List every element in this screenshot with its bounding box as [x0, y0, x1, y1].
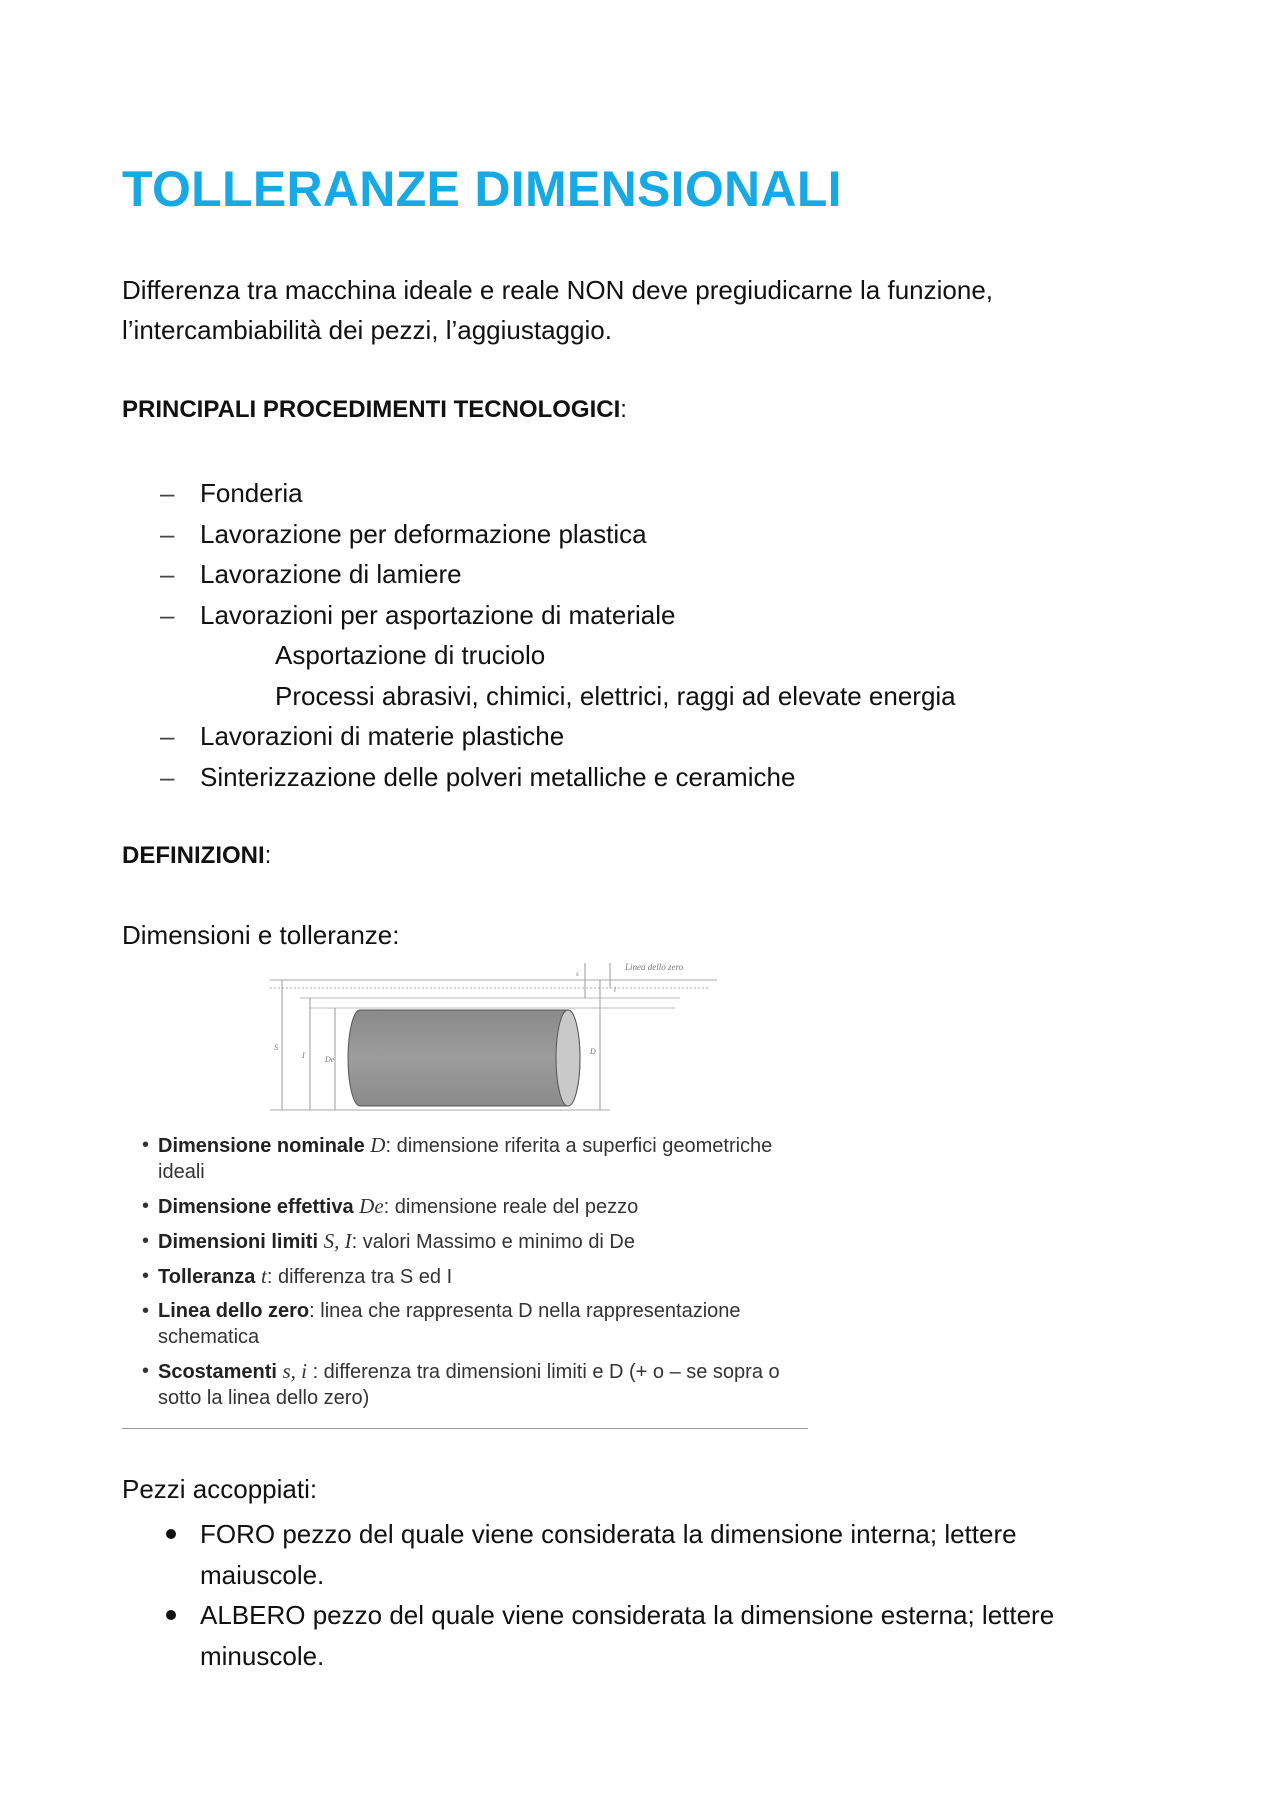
intro-paragraph: Differenza tra macchina ideale e reale NON deve pregiudicarne la funzione, l’intercambiabilità dei pezzi, l’aggiustaggio.	[122, 275, 994, 345]
list-item: FORO pezzo del quale viene considerata la dimensione interna; lettere maiuscole.	[160, 1514, 1120, 1595]
list-item-text: Processi abrasivi, chimici, elettrici, raggi ad elevate energia	[275, 680, 956, 711]
heading-text: PRINCIPALI PROCEDIMENTI TECNOLOGICI	[122, 396, 621, 423]
label-D: D	[590, 1047, 596, 1056]
definition-term: Tolleranza	[158, 1266, 256, 1288]
definition-term: Dimensione effettiva	[158, 1196, 354, 1218]
dash-bullet: –	[160, 599, 175, 630]
list-item-text: Lavorazione per deformazione plastica	[200, 518, 647, 549]
list-item-text: Asportazione di truciolo	[275, 640, 546, 670]
definition-symbol: S, I	[323, 1229, 352, 1253]
heading-text: DEFINIZIONI	[122, 842, 265, 869]
pezzi-label: Pezzi accoppiati:	[122, 1474, 318, 1504]
definition-text: : differenza tra dimensioni limiti e D (+ o – se sopra o sotto la linea dello zero)	[158, 1361, 780, 1409]
dash-bullet: –	[160, 559, 175, 589]
definition-item	[142, 1132, 802, 1185]
pezzi-list	[160, 1514, 1120, 1676]
list-item	[160, 716, 956, 757]
list-item-text: Sinterizzazione delle polveri metalliche e ceramiche	[200, 761, 796, 792]
definition-term: Dimensioni limiti	[158, 1231, 319, 1253]
definition-term: Dimensione nominale	[158, 1135, 365, 1157]
list-item	[160, 514, 956, 555]
divider	[122, 1428, 808, 1429]
heading-colon: :	[264, 842, 272, 869]
dash-bullet: –	[160, 478, 175, 508]
label-zero-line: Linea dello zero	[625, 962, 684, 972]
definition-term: Linea dello zero	[158, 1300, 310, 1322]
label-De: De	[325, 1055, 335, 1064]
tolerance-diagram	[120, 958, 810, 1128]
procedimenti-list	[160, 473, 956, 797]
list-item	[160, 473, 956, 514]
list-item	[160, 595, 956, 636]
definition-symbol: t	[261, 1264, 267, 1288]
label-S: S	[274, 1043, 278, 1052]
section-heading-definizioni	[122, 842, 271, 870]
definition-item	[142, 1228, 802, 1255]
cylinder-body	[348, 1010, 580, 1106]
list-item	[160, 554, 956, 595]
cylinder-end	[556, 1010, 580, 1106]
definition-item	[142, 1358, 802, 1411]
definition-item	[142, 1298, 802, 1350]
definition-item	[142, 1193, 802, 1220]
definition-item	[142, 1263, 802, 1290]
label-i: i	[614, 986, 616, 994]
label-s: s	[576, 970, 579, 978]
definitions-list	[142, 1132, 802, 1419]
dash-bullet: –	[160, 518, 175, 549]
list-item-text: Lavorazione di lamiere	[200, 559, 462, 589]
definition-text: : dimensione reale del pezzo	[383, 1196, 639, 1218]
list-item-text: Lavorazioni per asportazione di materiale	[200, 599, 676, 630]
definition-text: : valori Massimo e minimo di De	[351, 1231, 636, 1253]
page-title: TOLLERANZE DIMENSIONALI	[122, 161, 842, 217]
list-item: ALBERO pezzo del quale viene considerata la dimensione esterna; lettere minuscole.	[160, 1595, 1120, 1676]
dash-bullet: –	[160, 721, 175, 751]
list-item-text: Lavorazioni di materie plastiche	[200, 721, 565, 751]
list-item	[160, 757, 956, 798]
sub-list-item	[160, 676, 956, 717]
label-I: I	[302, 1051, 305, 1060]
heading-colon: :	[620, 396, 627, 423]
definition-symbol: De	[359, 1194, 384, 1218]
definition-text: : linea che rappresenta D nella rappresentazione schematica	[158, 1300, 741, 1348]
definition-symbol: s, i	[282, 1359, 308, 1383]
section-heading-procedimenti	[122, 396, 627, 424]
definition-text: : dimensione riferita a superfici geometriche ideali	[158, 1135, 773, 1183]
dash-bullet: –	[160, 761, 175, 792]
definition-symbol: D	[370, 1133, 386, 1157]
sub-list-item	[160, 635, 956, 676]
list-item-text: Fonderia	[200, 478, 303, 508]
dimensioni-label: Dimensioni e tolleranze:	[122, 920, 400, 950]
definition-text: : differenza tra S ed I	[266, 1266, 453, 1288]
definition-term: Scostamenti	[158, 1361, 277, 1383]
